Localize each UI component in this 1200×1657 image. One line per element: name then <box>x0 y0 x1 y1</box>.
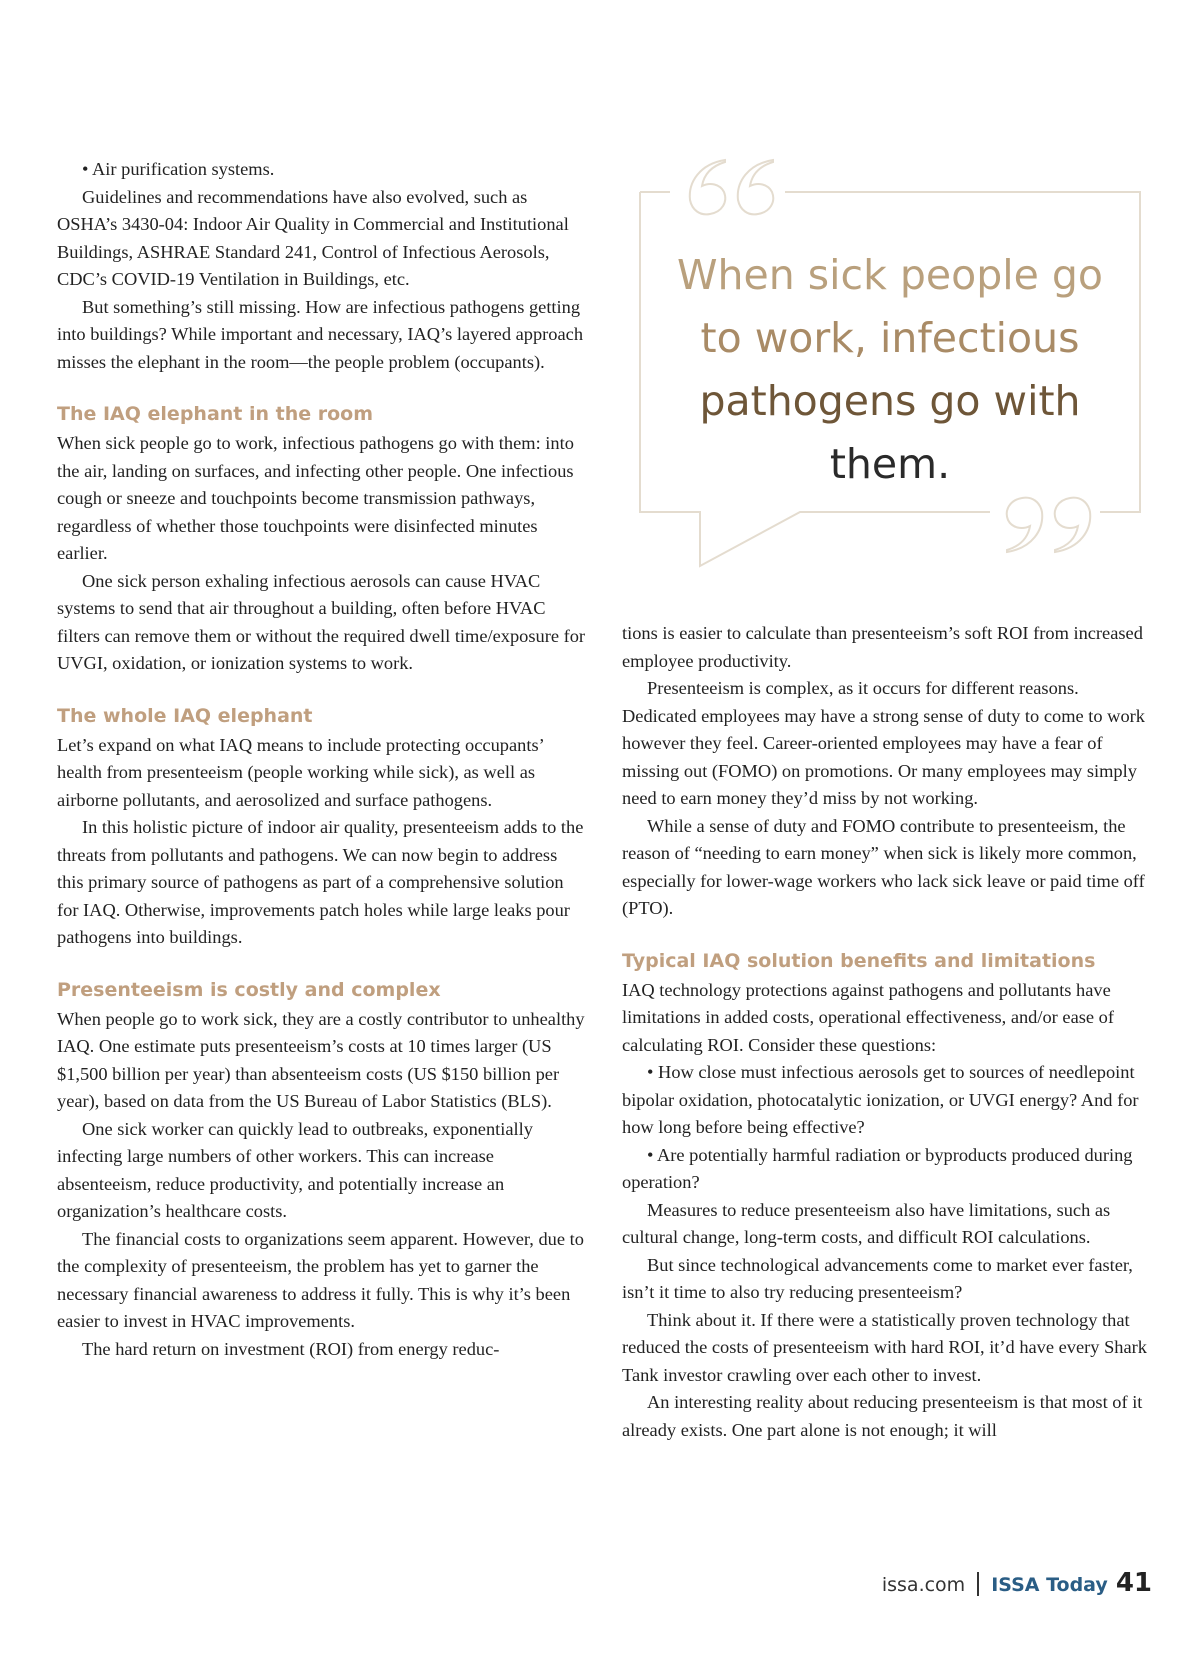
paragraph: Presenteeism is complex, as it occurs for different reasons. Dedicated employees may have a strong sense of duty to come to work however they feel. Career-oriented employees may have a fear of missing out (FOMO) on promotions. Or many employees may simply need to earn money they’d miss by not working. <box>622 678 1145 808</box>
pull-quote-line: When sick people go <box>677 251 1103 299</box>
paragraph: But since technological advancements come to market ever faster, isn’t it time to also try reducing presenteeism? <box>622 1254 1133 1302</box>
paragraph: One sick person exhaling infectious aerosols can cause HVAC systems to send that air throughout a building, often before HVAC filters can remove them or without the required dwell time/exposure for UVGI, oxidation, or ionization systems to work. <box>57 570 586 673</box>
paragraph: The hard return on investment (ROI) from energy reduc- <box>82 1338 500 1359</box>
paragraph: But something’s still missing. How are infectious pathogens getting into buildings? While important and necessary, IAQ’s layered approach misses the elephant in the room—the people problem (occupants). <box>57 296 584 372</box>
left-column <box>57 156 587 1363</box>
paragraph: Think about it. If there were a statistically proven technology that reduced the costs of presenteeism with hard ROI, it’d have every Shark Tank investor crawling over each other to invest. <box>622 1309 1147 1385</box>
footer-divider <box>977 1572 979 1596</box>
paragraph: Guidelines and recommendations have also evolved, such as OSHA’s 3430-04: Indoor Air Quality in Commercial and Institutional Buildings, ASHRAE Standard 241, Control of Infectious Aerosols, CDC’s COVID-19 Ventilation in Buildings, etc. <box>57 186 569 289</box>
section-heading: Typical IAQ solution benefits and limitations <box>622 949 1096 972</box>
page-number: 41 <box>1115 1568 1152 1598</box>
pull-quote-line: pathogens go with <box>699 377 1081 425</box>
paragraph: tions is easier to calculate than presenteeism’s soft ROI from increased employee productivity. <box>622 623 1143 671</box>
footer-site-link[interactable]: issa.com <box>881 1574 966 1596</box>
paragraph: While a sense of duty and FOMO contribute to presenteeism, the reason of “needing to earn money” when sick is likely more common, especially for lower-wage workers who lack sick leave or paid time off (PTO). <box>622 815 1145 918</box>
close-quote-icon <box>1007 498 1090 552</box>
paragraph: When sick people go to work, infectious pathogens go with them: into the air, landing on surfaces, and infecting other people. One infectious cough or sneeze and touchpoints become transmission pathways, regardless of whether those touchpoints were disinfected minutes earlier. <box>57 433 574 563</box>
paragraph: Measures to reduce presenteeism also have limitations, such as cultural change, long-term costs, and difficult ROI calculations. <box>622 1199 1111 1247</box>
bullet-item: • Air purification systems. <box>82 159 275 179</box>
open-quote-icon <box>690 160 773 214</box>
paragraph: The financial costs to organizations seem apparent. However, due to the complexity of presenteeism, the problem has yet to garner the necessary financial awareness to address it fully. This is why it’s been easier to invest in HVAC improvements. <box>57 1228 584 1331</box>
paragraph: When people go to work sick, they are a costly contributor to unhealthy IAQ. One estimate puts presenteeism’s costs at 10 times larger (US $1,500 billion per year) than absenteeism costs (US $150 billion per year), based on data from the US Bureau of Labor Statistics (BLS). <box>57 1008 585 1111</box>
section-heading: The whole IAQ elephant <box>57 704 313 727</box>
pull-quote-line: them. <box>829 440 951 488</box>
page-footer <box>882 1568 1152 1598</box>
pull-quote-line: to work, infectious <box>700 314 1080 362</box>
paragraph: An interesting reality about reducing presenteeism is that most of it already exists. One part alone is not enough; it will <box>622 1392 1143 1440</box>
right-column <box>622 620 1152 1444</box>
footer-magazine-title: ISSA Today <box>991 1574 1108 1596</box>
paragraph: IAQ technology protections against pathogens and pollutants have limitations in added costs, operational effectiveness, and/or ease of calculating ROI. Consider these questions: <box>622 979 1114 1055</box>
paragraph: One sick worker can quickly lead to outbreaks, exponentially infecting large numbers of other workers. This can increase absenteeism, reduce productivity, and potentially increase an organization’s healthcare costs. <box>57 1118 533 1221</box>
section-heading: Presenteeism is costly and complex <box>57 978 441 1001</box>
paragraph: Let’s expand on what IAQ means to include protecting occupants’ health from presenteeism (people working while sick), as well as airborne pollutants, and aerosolized and surface pathogens. <box>57 734 544 810</box>
paragraph: In this holistic picture of indoor air quality, presenteeism adds to the threats from pollutants and pathogens. We can now begin to address this primary source of pathogens as part of a comprehensive solution for IAQ. Otherwise, improvements patch holes while large leaks pour pathogens into buildings. <box>57 817 584 947</box>
section-heading: The IAQ elephant in the room <box>57 403 374 425</box>
bullet-item: • How close must infectious aerosols get to sources of needlepoint bipolar oxidation, photocatalytic ionization, or UVGI energy? And for how long before being effective? <box>622 1062 1139 1137</box>
bullet-item: • Are potentially harmful radiation or byproducts produced during operation? <box>622 1144 1133 1192</box>
pull-quote <box>620 150 1150 610</box>
